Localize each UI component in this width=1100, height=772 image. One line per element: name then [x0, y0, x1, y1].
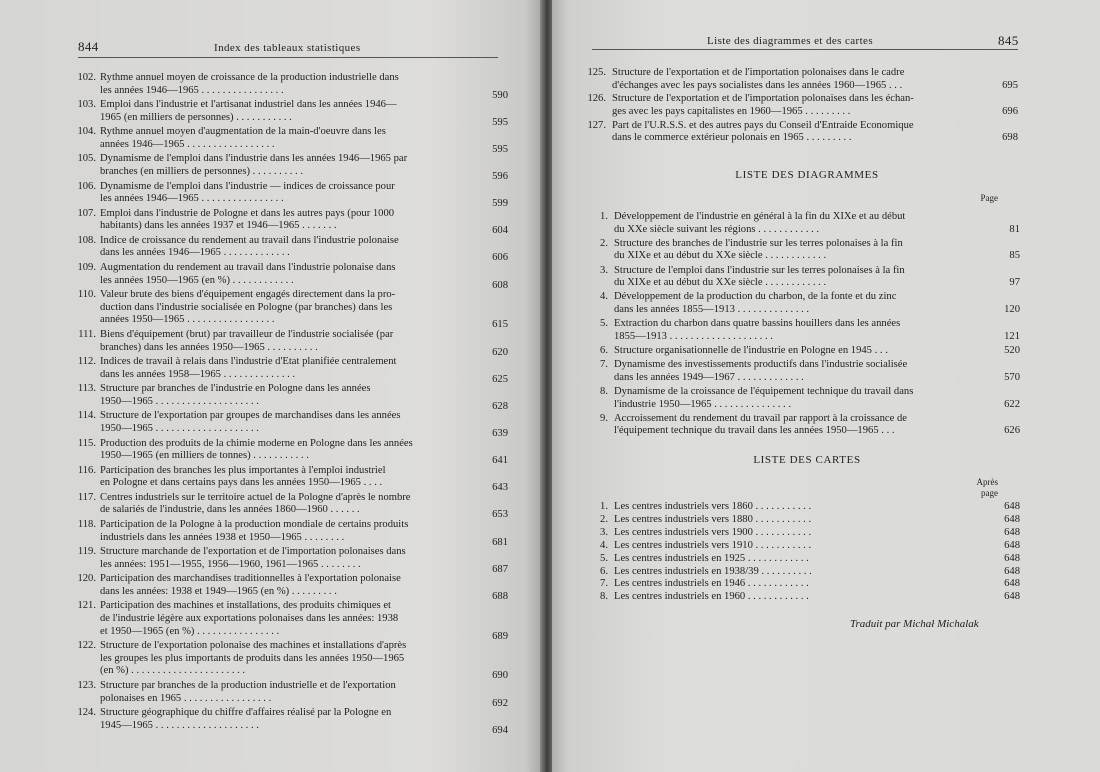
entry-number: 120. — [77, 573, 96, 585]
entry-text-line: duction dans l'industrie socialisée en Pologne (par branches) dans les — [100, 301, 393, 313]
entry-text-line: Centres industriels sur le territoire actuel de la Pologne d'après le nombre — [100, 491, 411, 503]
entry-page-number: 85 — [1009, 250, 1020, 262]
entry-text-line: en Pologne et dans certains pays dans les années 1950—1965 . . . . — [100, 477, 383, 489]
entry-page-number: 653 — [492, 509, 508, 521]
entry-text-line: du XXe siècle suivant les régions . . . . . . . . . . . . — [614, 223, 820, 235]
entry-page-number: 639 — [492, 427, 508, 439]
entry-number: 4. — [600, 291, 608, 303]
entry-text-line: Les centres industriels vers 1900 . . . . . . . . . . . — [614, 526, 812, 538]
entry-page-number: 520 — [1004, 345, 1020, 356]
entry-text-line: années 1946—1965 . . . . . . . . . . . . . . . . . — [100, 138, 275, 150]
entry-text-line: branches (en milliers de personnes) . . . . . . . . . . — [100, 166, 303, 178]
entry-page-number: 608 — [492, 279, 508, 291]
entry-number: 122. — [77, 640, 96, 652]
entry-number: 115. — [77, 437, 96, 449]
entry-text-line: Les centres industriels en 1946 . . . . . . . . . . . . — [614, 578, 809, 590]
entry-text-line: Part de l'U.R.S.S. et des autres pays du Conseil d'Entraide Economique — [612, 119, 914, 131]
entry-number: 6. — [600, 345, 608, 356]
right-page-number: 845 — [998, 33, 1019, 48]
entry-number: 113. — [77, 383, 96, 395]
entry-page-number: 595 — [492, 116, 508, 128]
entry-number: 121. — [77, 600, 96, 612]
entry-page-number: 596 — [492, 171, 508, 183]
entry-page-number: 648 — [1004, 513, 1020, 525]
entry-page-number: 696 — [1002, 105, 1018, 117]
maps-page-label-2: page — [981, 488, 998, 498]
entry-number: 125. — [587, 67, 606, 78]
entry-text-line: ges avec les pays capitalistes en 1960—1965 . . . . . . . . . — [612, 105, 851, 117]
entry-text-line: 1855—1913 . . . . . . . . . . . . . . . . . . . . — [614, 330, 773, 342]
entry-text-line: Structure de l'exportation polonaise des machines et installations d'après — [100, 640, 407, 652]
entry-text-line: dans les années 1946—1965 . . . . . . . . . . . . . — [100, 247, 290, 259]
entry-number: 104. — [77, 126, 96, 138]
entry-text-line: Extraction du charbon dans quatre bassins houillers dans les années — [614, 318, 901, 330]
entry-text-line: polonaises en 1965 . . . . . . . . . . . . . . . . . — [100, 692, 272, 704]
entry-text-line: Les centres industriels vers 1860 . . . . . . . . . . . — [614, 501, 812, 512]
entry-number: 127. — [587, 119, 606, 131]
entry-page-number: 648 — [1004, 539, 1020, 551]
entry-text-line: industriels dans les années 1938 et 1950—1965 . . . . . . . . — [100, 531, 345, 543]
entry-page-number: 606 — [492, 252, 508, 264]
entry-text-line: (en %) . . . . . . . . . . . . . . . . . . . . . . — [100, 665, 246, 677]
entry-text-line: d'échanges avec les pays socialistes dans les années 1960—1965 . . . — [612, 79, 903, 91]
entry-page-number: 648 — [1004, 552, 1020, 564]
entry-page-number: 604 — [492, 225, 508, 237]
entry-page-number: 689 — [492, 630, 508, 642]
maps-title: LISTE DES CARTES — [753, 454, 861, 466]
entry-page-number: 97 — [1009, 277, 1020, 289]
entry-text-line: Structure de l'exportation et de l'importation polonaises dans le cadre — [612, 67, 905, 78]
entry-text-line: Biens d'équipement (brut) par travailleur de l'industrie socialisée (par — [100, 328, 394, 340]
right-page — [552, 0, 1100, 772]
entry-page-number: 628 — [492, 400, 508, 412]
entry-text-line: Les centres industriels en 1960 . . . . . . . . . . . . — [614, 591, 809, 603]
entry-number: 7. — [600, 578, 608, 590]
entry-text-line: les années 1950—1965 (en %) . . . . . . . . . . . . — [100, 274, 294, 286]
entry-page-number: 695 — [1002, 79, 1018, 91]
diagrams-title: LISTE DES DIAGRAMMES — [735, 169, 879, 181]
entry-number: 124. — [77, 707, 96, 719]
entry-number: 112. — [77, 356, 96, 368]
entry-number: 6. — [600, 565, 608, 577]
entry-text-line: Emploi dans l'industrie et l'artisanat industriel dans les années 1946— — [100, 99, 397, 111]
entry-page-number: 648 — [1004, 501, 1020, 512]
entry-text-line: les années: 1951—1955, 1956—1960, 1961—1965 . . . . . . . . — [100, 558, 361, 570]
entry-text-line: les années 1946—1965 . . . . . . . . . . . . . . . . — [100, 84, 284, 96]
entry-text-line: dans les années 1949—1967 . . . . . . . . . . . . . — [614, 371, 804, 383]
entry-text-line: Développement de la production du charbon, de la fonte et du zinc — [614, 291, 897, 303]
entry-text-line: Accroissement du rendement du travail par rapport à la croissance de — [614, 412, 907, 424]
entry-number: 5. — [600, 318, 608, 330]
maps-page-label-1: Après — [976, 477, 998, 487]
entry-number: 126. — [587, 93, 606, 105]
entry-page-number: 590 — [492, 89, 508, 101]
left-page-header: Index des tableaux statistiques — [214, 42, 361, 54]
translator-signature: Traduit par Michał Michalak — [850, 618, 979, 630]
entry-page-number: 692 — [492, 697, 508, 709]
entry-number: 110. — [77, 289, 96, 301]
entry-text-line: Les centres industriels vers 1880 . . . . . . . . . . . — [614, 513, 812, 525]
entry-text-line: du XIXe et au début du XXe siècle . . . . . . . . . . . . — [614, 277, 827, 289]
entry-text-line: Dynamisme des investissements productifs dans l'industrie socialisée — [614, 359, 908, 371]
entry-text-line: Les centres industriels en 1925 . . . . . . . . . . . . — [614, 552, 809, 564]
entry-number: 105. — [77, 153, 96, 165]
entry-text-line: Dynamisme de l'emploi dans l'industrie dans les années 1946—1965 par — [100, 153, 408, 165]
entry-text-line: Valeur brute des biens d'équipement engagés directement dans la pro- — [100, 289, 396, 301]
entry-number: 3. — [600, 264, 608, 276]
entry-number: 106. — [77, 180, 96, 192]
entry-text-line: Les centres industriels en 1938/39 . . . . . . . . . . — [614, 565, 812, 577]
entry-page-number: 120 — [1004, 303, 1020, 315]
entry-text-line: Structure marchande de l'exportation et de l'importation polonaises dans — [100, 546, 406, 558]
entry-text-line: 1945—1965 . . . . . . . . . . . . . . . . . . . . — [100, 719, 259, 731]
entry-number: 118. — [77, 519, 96, 530]
entry-text-line: 1950—1965 (en milliers de tonnes) . . . . . . . . . . . — [100, 450, 309, 462]
entry-text-line: Structure organisationnelle de l'industrie en Pologne en 1945 . . . — [614, 345, 888, 356]
entry-text-line: Structure par branches de l'industrie en Pologne dans les années — [100, 383, 371, 395]
entry-text-line: Rythme annuel moyen d'augmentation de la main-d'oeuvre dans les — [100, 126, 386, 138]
entry-text-line: Structure des branches de l'industrie sur les terres polonaises à la fin — [614, 237, 903, 249]
entry-text-line: Emploi dans l'industrie de Pologne et dans les autres pays (pour 1000 — [100, 207, 395, 219]
entry-page-number: 648 — [1004, 591, 1020, 603]
entry-text-line: de l'industrie légère aux exportations polonaises dans les années: 1938 — [100, 613, 399, 625]
entry-text-line: les groupes les plus importants de produits dans les années 1950—1965 — [100, 652, 405, 664]
entry-text-line: 1965 (en milliers de personnes) . . . . . . . . . . . — [100, 111, 292, 123]
entry-number: 111. — [78, 328, 96, 340]
entry-page-number: 688 — [492, 590, 508, 602]
entry-text-line: Structure de l'exportation et de l'importation polonaises dans les échan- — [612, 93, 914, 105]
entry-number: 9. — [600, 412, 608, 424]
entry-number: 3. — [600, 526, 608, 538]
entry-number: 2. — [600, 237, 608, 249]
entry-text-line: Production des produits de la chimie moderne en Pologne dans les années — [100, 437, 413, 449]
entry-page-number: 641 — [492, 455, 508, 467]
entry-page-number: 81 — [1009, 223, 1020, 235]
left-page — [0, 0, 542, 772]
entry-text-line: branches) dans les années 1950—1965 . . . . . . . . . . — [100, 341, 318, 353]
entry-number: 4. — [600, 539, 608, 551]
entry-number: 102. — [77, 72, 96, 83]
entry-text-line: dans les années 1958—1965 . . . . . . . . . . . . . . — [100, 368, 296, 380]
entry-text-line: Développement de l'industrie en général à la fin du XIXe et au début — [614, 211, 906, 222]
entry-number: 2. — [600, 513, 608, 525]
entry-text-line: habitants) dans les années 1937 et 1946—1965 . . . . . . . — [100, 220, 337, 232]
entry-text-line: de salariés de l'industrie, dans les années 1860—1960 . . . . . . — [100, 504, 360, 516]
left-header-rule — [78, 57, 498, 58]
entry-text-line: Participation des marchandises traditionnelles à l'exportation polonaise — [100, 573, 401, 585]
entry-page-number: 599 — [492, 198, 508, 210]
entry-text-line: années 1950—1965 . . . . . . . . . . . . . . . . . — [100, 314, 275, 326]
entry-number: 123. — [77, 679, 96, 691]
entry-text-line: dans le commerce extérieur polonais en 1965 . . . . . . . . . — [612, 132, 852, 144]
entry-number: 108. — [77, 234, 96, 246]
entry-page-number: 615 — [492, 319, 508, 331]
entry-text-line: du XIXe et au début du XXe siècle . . . . . . . . . . . . — [614, 250, 827, 262]
entry-page-number: 690 — [492, 670, 508, 682]
entry-page-number: 698 — [1002, 132, 1018, 144]
entry-text-line: 1950—1965 . . . . . . . . . . . . . . . . . . . . — [100, 422, 259, 434]
entry-page-number: 121 — [1004, 330, 1020, 342]
entry-page-number: 687 — [492, 563, 508, 575]
entry-number: 1. — [600, 501, 608, 512]
entry-page-number: 694 — [492, 724, 508, 736]
entry-page-number: 648 — [1004, 578, 1020, 590]
entry-page-number: 622 — [1004, 398, 1020, 410]
entry-number: 116. — [77, 464, 96, 476]
entry-text-line: Structure de l'exportation par groupes de marchandises dans les années — [100, 410, 401, 422]
entry-number: 8. — [600, 386, 608, 397]
entry-text-line: Augmentation du rendement au travail dans l'industrie polonaise dans — [100, 262, 396, 274]
entry-number: 119. — [77, 546, 96, 558]
entry-page-number: 620 — [492, 346, 508, 358]
entry-number: 109. — [77, 262, 96, 274]
entry-text-line: les années 1946—1965 . . . . . . . . . . . . . . . . — [100, 193, 284, 205]
entry-text-line: Participation des machines et installations, des produits chimiques et — [100, 600, 391, 612]
entry-page-number: 595 — [492, 143, 508, 155]
entry-number: 103. — [77, 99, 96, 111]
entry-page-number: 681 — [492, 536, 508, 548]
entry-text-line: Structure géographique du chiffre d'affaires réalisé par la Pologne en — [100, 707, 392, 719]
entry-text-line: Rythme annuel moyen de croissance de la production industrielle dans — [100, 72, 399, 83]
entry-text-line: Structure de l'emploi dans l'industrie sur les terres polonaises à la fin — [614, 264, 905, 276]
entry-text-line: Participation des branches les plus importantes à l'emploi industriel — [100, 464, 386, 476]
entry-text-line: Structure par branches de la production industrielle et de l'exportation — [100, 679, 396, 691]
right-page-header: Liste des diagrammes et des cartes — [707, 35, 874, 47]
entry-text-line: l'industrie 1950—1965 . . . . . . . . . . . . . . . — [614, 398, 791, 410]
entry-text-line: dans les années 1855—1913 . . . . . . . . . . . . . . — [614, 303, 810, 315]
entry-number: 117. — [77, 491, 96, 503]
entry-number: 107. — [77, 207, 96, 219]
entry-page-number: 625 — [492, 373, 508, 385]
entry-text-line: et 1950—1965 (en %) . . . . . . . . . . . . . . . . — [100, 625, 280, 637]
entry-number: 8. — [600, 591, 608, 603]
entry-number: 5. — [600, 552, 608, 564]
entry-text-line: dans les années: 1938 et 1949—1965 (en %) . . . . . . . . . — [100, 585, 337, 597]
diagrams-page-label: Page — [980, 193, 998, 203]
entry-text-line: Participation de la Pologne à la production mondiale de certains produits — [100, 519, 409, 530]
entry-number: 7. — [600, 359, 608, 371]
right-header-rule — [592, 49, 1018, 50]
entry-text-line: Indice de croissance du rendement au travail dans l'industrie polonaise — [100, 234, 399, 246]
entry-text-line: 1950—1965 . . . . . . . . . . . . . . . . . . . . — [100, 395, 259, 407]
entry-page-number: 648 — [1004, 526, 1020, 538]
entry-text-line: Dynamisme de l'emploi dans l'industrie — indices de croissance pour — [100, 180, 395, 192]
entry-page-number: 643 — [492, 482, 508, 494]
entry-page-number: 626 — [1004, 425, 1020, 437]
entry-text-line: l'équipement technique du travail dans les années 1950—1965 . . . — [614, 425, 895, 437]
entry-page-number: 648 — [1004, 565, 1020, 577]
entry-number: 1. — [600, 211, 608, 222]
entry-text-line: Dynamisme de la croissance de l'équipement technique du travail dans — [614, 386, 914, 397]
left-page-number: 844 — [78, 39, 99, 54]
entry-number: 114. — [77, 410, 96, 422]
entry-text-line: Les centres industriels vers 1910 . . . . . . . . . . . — [614, 539, 812, 551]
entry-text-line: Indices de travail à relais dans l'industrie d'Etat planifiée centralement — [100, 356, 397, 368]
entry-page-number: 570 — [1004, 371, 1020, 383]
